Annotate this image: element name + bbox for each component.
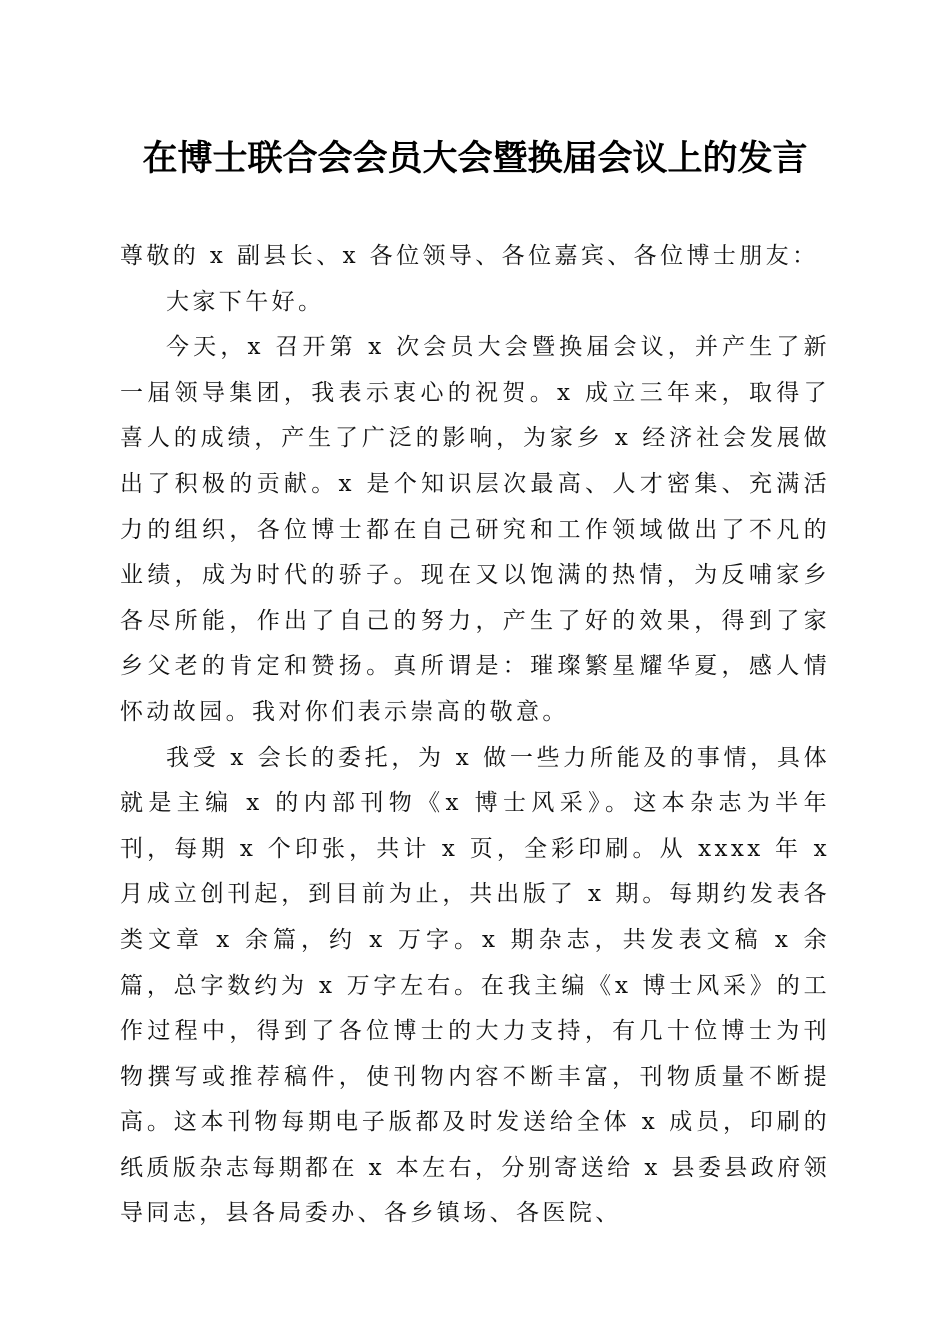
document-body [120,234,830,1237]
paragraph-magazine: 我受 x 会长的委托，为 x 做一些力所能及的事情，具体就是主编 x 的内部刊物《x 博士风采》。这本杂志为半年刊，每期 x 个印张，共计 x 页，全彩印刷。从 xxxx 年 x 月成立创刊起，到目前为止，共出版了 x 期。每期约发表各类文章 x 余篇，约 x 万字。x 期杂志，共发表文稿 x 余篇，总字数约为 x 万字左右。在我主编《x 博士风采》的工作过程中，得到了各位博士的大力支持，有几十位博士为刊物撰写或推荐稿件，使刊物内容不断丰富，刊物质量不断提高。这本刊物每期电子版都及时发送给全体 x 成员，印刷的纸质版杂志每期都在 x 本左右，分别寄送给 x 县委县政府领导同志，县各局委办、各乡镇场、各医院、 [120,744,830,1227]
paragraph-greeting: 大家下午好。 [166,288,325,315]
salutation: 尊敬的 x 副县长、x 各位领导、各位嘉宾、各位博士朋友： [120,243,819,269]
document-title: 在博士联合会会员大会暨换届会议上的发言 [142,138,808,179]
paragraph-congratulation: 今天，x 召开第 x 次会员大会暨换届会议，并产生了新一届领导集团，我表示衷心的祝贺。x 成立三年来，取得了喜人的成绩，产生了广泛的影响，为家乡 x 经济社会发展做出了积极的贡献。x 是个知识层次最高、人才密集、充满活力的组织，各位博士都在自己研究和工作领域做出了不凡的业绩，成为时代的骄子。现在又以饱满的热情，为反哺家乡各尽所能，作出了自己的努力，产生了好的效果，得到了家乡父老的肯定和赞扬。真所谓是：璀璨繁星耀华夏，感人情怀动故园。我对你们表示崇高的敬意。 [120,334,830,725]
